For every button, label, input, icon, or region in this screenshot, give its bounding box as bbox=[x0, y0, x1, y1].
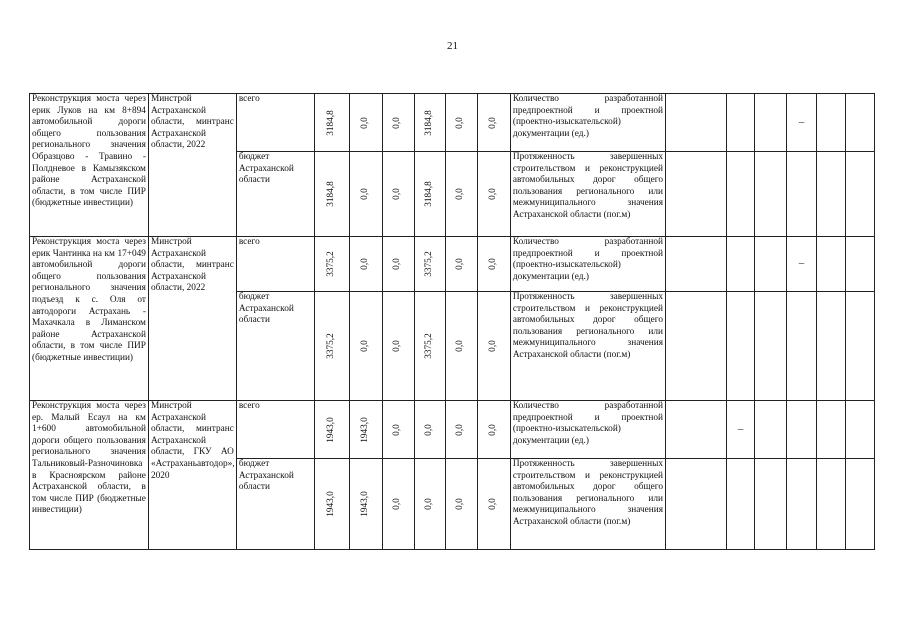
amount-value: 3375,2 bbox=[326, 333, 337, 359]
amount-cell bbox=[445, 401, 477, 459]
amount-cell bbox=[382, 401, 414, 459]
empty-cell bbox=[845, 292, 874, 401]
executor: Минстрой Астраханской области, минтранс Астраханской области, 2022 bbox=[148, 237, 236, 401]
amount-value: 3184,8 bbox=[423, 181, 434, 207]
empty-cell bbox=[666, 237, 727, 292]
amount-cell bbox=[414, 401, 445, 459]
amount-value: 0,0 bbox=[455, 116, 466, 129]
amount-cell bbox=[382, 292, 414, 401]
empty-cell bbox=[816, 152, 845, 237]
funding-source: бюджет Астраханской области bbox=[236, 152, 315, 237]
amount-cell bbox=[477, 152, 510, 237]
empty-cell bbox=[816, 401, 845, 459]
empty-cell bbox=[727, 459, 755, 550]
empty-cell bbox=[754, 152, 786, 237]
empty-cell bbox=[727, 152, 755, 237]
amount-cell bbox=[445, 459, 477, 550]
amount-cell bbox=[382, 94, 414, 152]
empty-cell bbox=[845, 237, 874, 292]
empty-cell bbox=[666, 292, 727, 401]
amount-value: 3375,2 bbox=[423, 251, 434, 277]
amount-cell bbox=[349, 401, 382, 459]
amount-cell bbox=[477, 237, 510, 292]
amount-value: 0,0 bbox=[488, 188, 499, 200]
amount-cell bbox=[349, 94, 382, 152]
amount-cell bbox=[349, 237, 382, 292]
empty-cell bbox=[816, 292, 845, 401]
empty-cell bbox=[816, 459, 845, 550]
amount-value: 0,0 bbox=[488, 498, 499, 510]
empty-cell bbox=[754, 237, 786, 292]
object-name: Реконструкция моста через ерик Чантинка на км 17+049 автомобильной дороги общего пользования регионального значения подъезд к с. Оля от автодороги Астрахань - Махачкала в Лиманском районе Астраханской области, в том числе ПИР (бюджетные инвестиции) bbox=[30, 237, 149, 401]
amount-cell bbox=[445, 94, 477, 152]
amount-value: 0,0 bbox=[455, 423, 466, 436]
amount-value: 0,0 bbox=[359, 188, 370, 200]
dash-mark: – bbox=[786, 94, 816, 152]
amount-cell bbox=[414, 237, 445, 292]
amount-value: 1943,0 bbox=[359, 491, 370, 517]
empty-cell bbox=[845, 94, 874, 152]
empty-cell bbox=[727, 292, 755, 401]
empty-cell bbox=[816, 237, 845, 292]
executor: Минстрой Астраханской области, минтранс Астраханской области, ГКУ АО «Астраханьавтодор», 2020 bbox=[148, 401, 236, 550]
amount-cell bbox=[445, 152, 477, 237]
empty-cell bbox=[786, 292, 816, 401]
empty-cell bbox=[786, 152, 816, 237]
funding-source: бюджет Астраханской области bbox=[236, 292, 315, 401]
amount-value: 0,0 bbox=[392, 188, 403, 200]
amount-value: 0,0 bbox=[359, 258, 370, 270]
amount-cell bbox=[315, 152, 349, 237]
empty-cell bbox=[786, 401, 816, 459]
table-row bbox=[30, 94, 875, 152]
amount-value: 0,0 bbox=[455, 188, 466, 200]
amount-value: 0,0 bbox=[392, 423, 403, 436]
empty-cell bbox=[754, 94, 786, 152]
amount-cell bbox=[414, 459, 445, 550]
program-table bbox=[29, 93, 875, 550]
amount-cell bbox=[349, 152, 382, 237]
amount-value: 1943,0 bbox=[326, 416, 337, 443]
empty-cell bbox=[754, 459, 786, 550]
amount-value: 3184,8 bbox=[423, 109, 434, 136]
amount-cell bbox=[414, 152, 445, 237]
dash-mark: – bbox=[727, 401, 755, 459]
amount-value: 1943,0 bbox=[359, 416, 370, 443]
amount-value: 1943,0 bbox=[326, 491, 337, 517]
empty-cell bbox=[666, 459, 727, 550]
amount-value: 0,0 bbox=[392, 340, 403, 352]
amount-value: 0,0 bbox=[488, 258, 499, 270]
amount-cell bbox=[477, 401, 510, 459]
amount-cell bbox=[414, 292, 445, 401]
amount-value: 0,0 bbox=[488, 116, 499, 129]
amount-cell bbox=[315, 401, 349, 459]
page-number: 21 bbox=[447, 40, 458, 52]
amount-value: 0,0 bbox=[359, 116, 370, 129]
table-row bbox=[30, 237, 875, 292]
amount-value: 0,0 bbox=[392, 116, 403, 129]
amount-value: 0,0 bbox=[488, 340, 499, 352]
amount-cell bbox=[349, 292, 382, 401]
amount-cell bbox=[382, 237, 414, 292]
amount-value: 0,0 bbox=[392, 258, 403, 270]
empty-cell bbox=[816, 94, 845, 152]
funding-source: всего bbox=[236, 237, 315, 292]
object-name: Реконструкция моста через ер. Малый Есаул на км 1+600 автомобильной дороги общего пользования регионального значения Тальниковый-Разночиновка в Красноярском районе Астраханской области, в том числе ПИР (бюджетные инвестиции) bbox=[30, 401, 149, 550]
empty-cell bbox=[666, 401, 727, 459]
amount-value: 3375,2 bbox=[326, 251, 337, 277]
amount-cell bbox=[349, 459, 382, 550]
empty-cell bbox=[666, 152, 727, 237]
amount-value: 0,0 bbox=[392, 498, 403, 510]
indicator: Количество разработанной предпроектной и проектной (проектно-изыскательской) документации (ед.) bbox=[510, 237, 665, 292]
amount-cell bbox=[315, 94, 349, 152]
amount-value: 0,0 bbox=[423, 423, 434, 436]
amount-value: 0,0 bbox=[423, 498, 434, 510]
empty-cell bbox=[727, 94, 755, 152]
amount-cell bbox=[445, 292, 477, 401]
amount-value: 3184,8 bbox=[326, 109, 337, 136]
amount-cell bbox=[382, 459, 414, 550]
amount-cell bbox=[315, 459, 349, 550]
object-name: Реконструкция моста через ерик Луков на км 8+894 автомобильной дороги общего пользования регионального значения Образцово - Травино - Полдневое в Камызякском районе Астраханской области, в том числе ПИР (бюджетные инвестиции) bbox=[30, 94, 149, 237]
empty-cell bbox=[845, 401, 874, 459]
amount-value: 0,0 bbox=[455, 340, 466, 352]
amount-cell bbox=[477, 459, 510, 550]
amount-value: 3375,2 bbox=[423, 333, 434, 359]
empty-cell bbox=[786, 459, 816, 550]
empty-cell bbox=[666, 94, 727, 152]
executor: Минстрой Астраханской области, минтранс Астраханской области, 2022 bbox=[148, 94, 236, 237]
indicator: Протяженность завершенных строительством и реконструкцией автомобильных дорог общего пользования регионального или межмуниципального значения Астраханской области (пог.м) bbox=[510, 459, 665, 550]
amount-cell bbox=[382, 152, 414, 237]
amount-value: 0,0 bbox=[455, 498, 466, 510]
empty-cell bbox=[754, 292, 786, 401]
amount-value: 0,0 bbox=[359, 340, 370, 352]
amount-cell bbox=[315, 237, 349, 292]
dash-mark: – bbox=[786, 237, 816, 292]
table-row bbox=[30, 401, 875, 459]
indicator: Количество разработанной предпроектной и проектной (проектно-изыскательской) документации (ед.) bbox=[510, 401, 665, 459]
empty-cell bbox=[727, 237, 755, 292]
indicator: Протяженность завершенных строительством и реконструкцией автомобильных дорог общего пользования регионального или межмуниципального значения Астраханской области (пог.м) bbox=[510, 152, 665, 237]
amount-cell bbox=[477, 292, 510, 401]
indicator: Протяженность завершенных строительством и реконструкцией автомобильных дорог общего пользования регионального или межмуниципального значения Астраханской области (пог.м) bbox=[510, 292, 665, 401]
empty-cell bbox=[754, 401, 786, 459]
indicator: Количество разработанной предпроектной и проектной (проектно-изыскательской) документации (ед.) bbox=[510, 94, 665, 152]
funding-source: бюджет Астраханской области bbox=[236, 459, 315, 550]
amount-cell bbox=[477, 94, 510, 152]
amount-cell bbox=[445, 237, 477, 292]
funding-source: всего bbox=[236, 401, 315, 459]
amount-value: 0,0 bbox=[455, 258, 466, 270]
amount-cell bbox=[414, 94, 445, 152]
amount-value: 3184,8 bbox=[326, 181, 337, 207]
funding-source: всего bbox=[236, 94, 315, 152]
empty-cell bbox=[845, 152, 874, 237]
amount-value: 0,0 bbox=[488, 423, 499, 436]
empty-cell bbox=[845, 459, 874, 550]
amount-cell bbox=[315, 292, 349, 401]
